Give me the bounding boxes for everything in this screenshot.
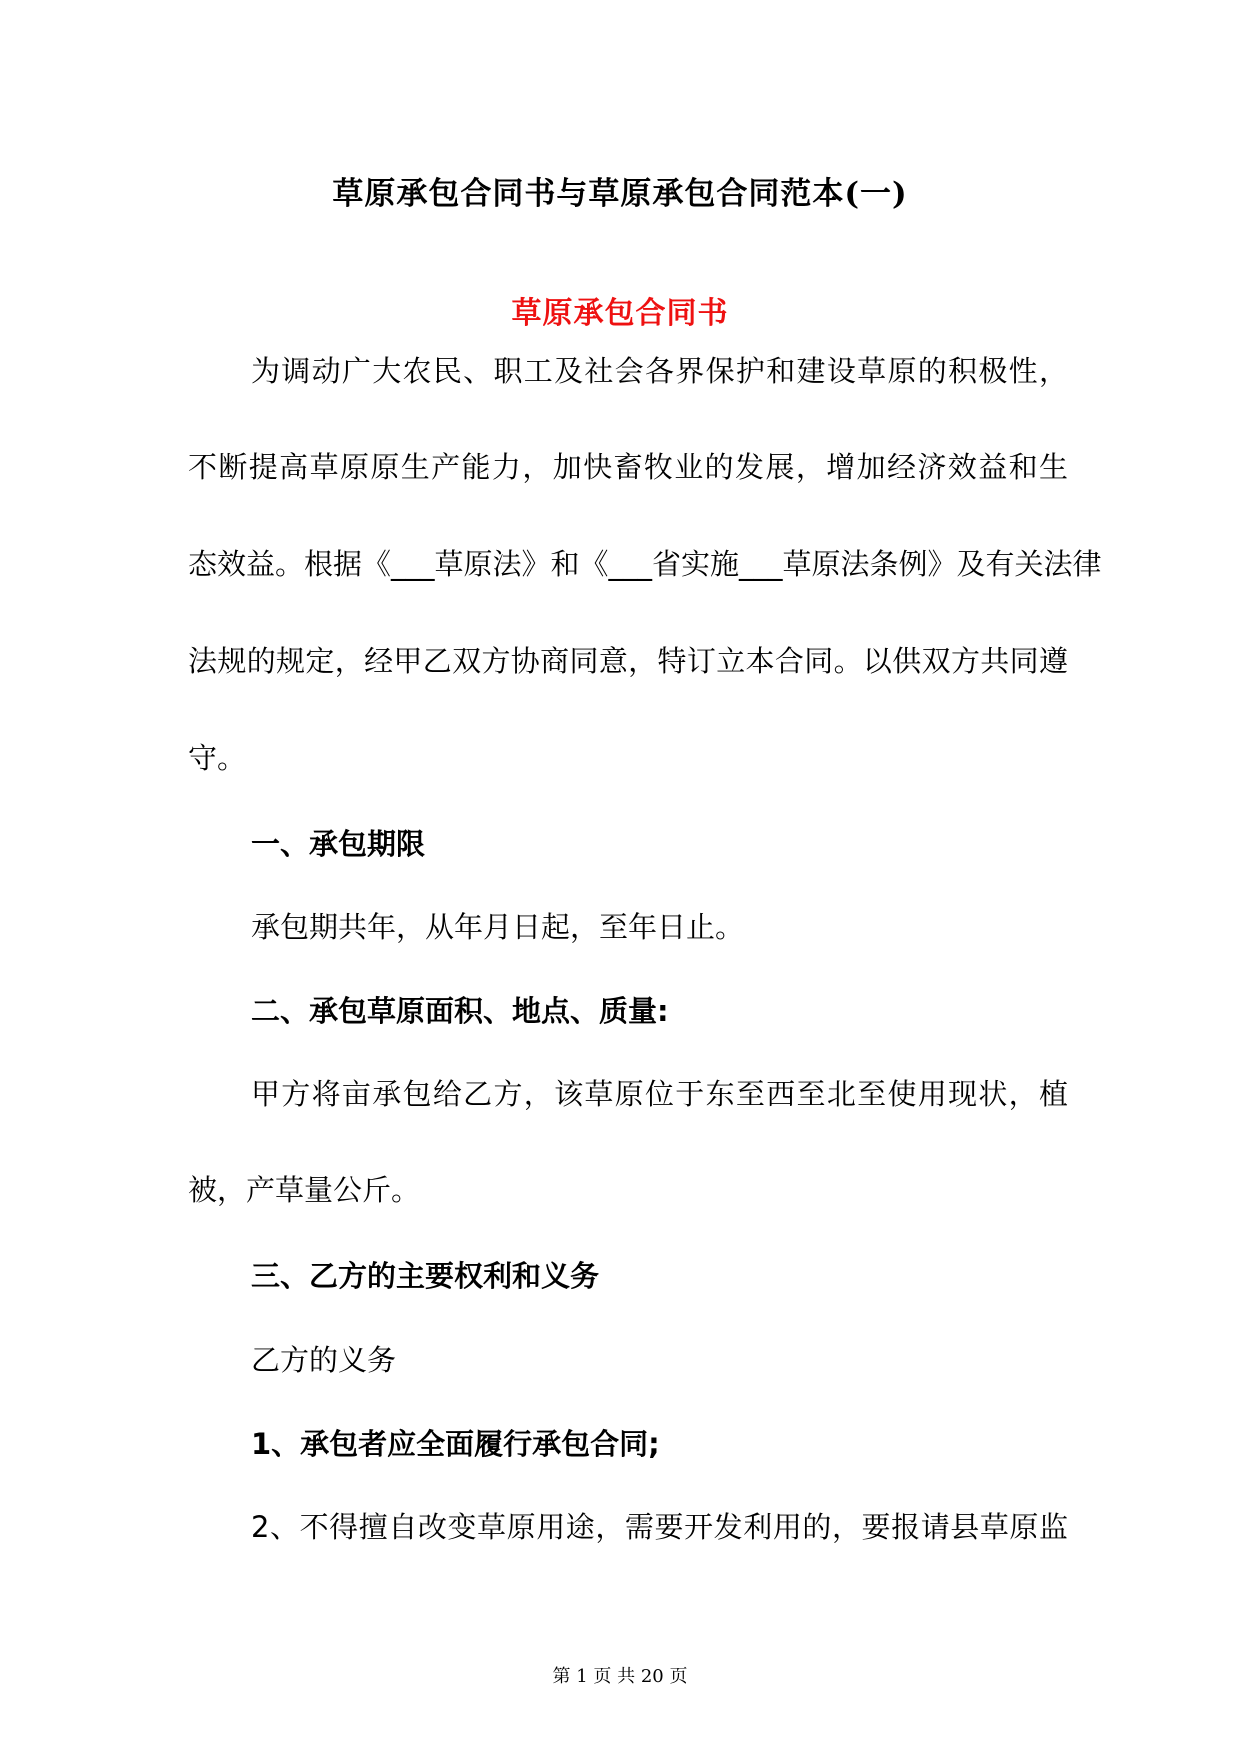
- section-heading-term: 一、承包期限: [251, 827, 426, 861]
- document-title: 草原承包合同书与草原承包合同范本(一): [332, 176, 908, 212]
- intro-line-3: 态效益。根据《___草原法》和《___省实施___草原法条例》及有关法律: [188, 547, 1102, 581]
- intro-line-4: 法规的规定，经甲乙双方协商同意，特订立本合同。以供双方共同遵: [188, 644, 1068, 678]
- section-text-area-1: 甲方将亩承包给乙方，该草原位于东至西至北至使用现状，植: [251, 1077, 1068, 1111]
- section-heading-rights: 三、乙方的主要权利和义务: [251, 1259, 600, 1293]
- section-heading-area: 二、承包草原面积、地点、质量:: [251, 994, 669, 1028]
- intro-line-1: 为调动广大农民、职工及社会各界保护和建设草原的积极性，: [251, 354, 1068, 388]
- section-text-term: 承包期共年，从年月日起，至年日止。: [251, 910, 745, 944]
- page-number-footer: 第 1 页 共 20 页: [552, 1666, 688, 1687]
- section-sub-duties: 乙方的义务: [251, 1343, 397, 1377]
- contract-subtitle: 草原承包合同书: [511, 296, 729, 331]
- section-text-area-2: 被，产草量公斤。: [188, 1173, 421, 1207]
- duty-item-2: 2、不得擅自改变草原用途，需要开发利用的，要报请县草原监: [251, 1510, 1068, 1544]
- duty-item-1: 1、承包者应全面履行承包合同;: [251, 1427, 660, 1461]
- intro-line-5: 守。: [188, 741, 247, 775]
- intro-line-2: 不断提高草原原生产能力，加快畜牧业的发展，增加经济效益和生: [188, 450, 1068, 484]
